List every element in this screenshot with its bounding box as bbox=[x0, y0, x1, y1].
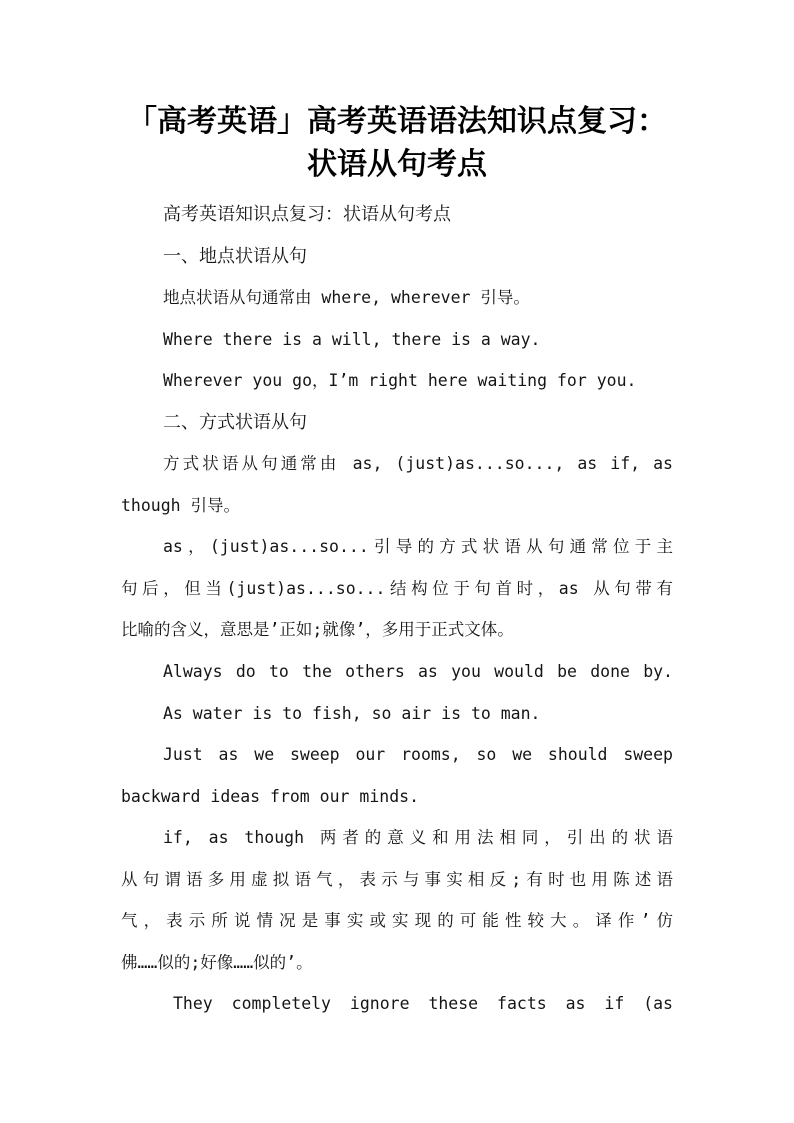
example-sentence: backward ideas from our minds. bbox=[121, 787, 420, 806]
document-title-line-1: 「高考英语」高考英语语法知识点复习： bbox=[127, 104, 667, 139]
paragraph-line: though 引导。 bbox=[121, 496, 241, 515]
document-title-line-2: 状语从句考点 bbox=[307, 147, 487, 182]
example-sentence: Wherever you go，I’m right here waiting for you. bbox=[163, 371, 637, 390]
paragraph-line: as，(just)as...so...引导的方式状语从句通常位于主 bbox=[163, 537, 673, 556]
paragraph-line: 比喻的含义，意思是’正如;就像’，多用于正式文体。 bbox=[121, 620, 514, 639]
paragraph-line: 从句谓语多用虚拟语气，表示与事实相反;有时也用陈述语 bbox=[121, 870, 673, 889]
section-heading-place-clause: 一、地点状语从句 bbox=[163, 246, 307, 267]
paragraph-line: 佛……似的;好像……似的’。 bbox=[121, 953, 313, 972]
intro-heading: 高考英语知识点复习：状语从句考点 bbox=[163, 204, 451, 225]
example-sentence: As water is to fish, so air is to man. bbox=[163, 704, 541, 723]
example-sentence: They completely ignore these facts as if (as bbox=[173, 994, 673, 1013]
section-heading-manner-clause: 二、方式状语从句 bbox=[163, 412, 307, 433]
paragraph-line: 句后，但当(just)as...so...结构位于句首时，as 从句带有 bbox=[121, 579, 673, 598]
paragraph-line: 方式状语从句通常由 as, (just)as...so..., as if, as bbox=[163, 454, 673, 473]
example-sentence: Just as we sweep our rooms, so we should sweep bbox=[163, 745, 673, 764]
paragraph-line: 地点状语从句通常由 where, wherever 引导。 bbox=[163, 288, 530, 307]
paragraph-line: 气，表示所说情况是事实或实现的可能性较大。译作’仿 bbox=[121, 911, 673, 930]
example-sentence: Always do to the others as you would be done by. bbox=[163, 662, 673, 681]
example-sentence: Where there is a will, there is a way. bbox=[163, 330, 541, 349]
paragraph-line: if, as though 两者的意义和用法相同，引出的状语 bbox=[163, 828, 673, 847]
